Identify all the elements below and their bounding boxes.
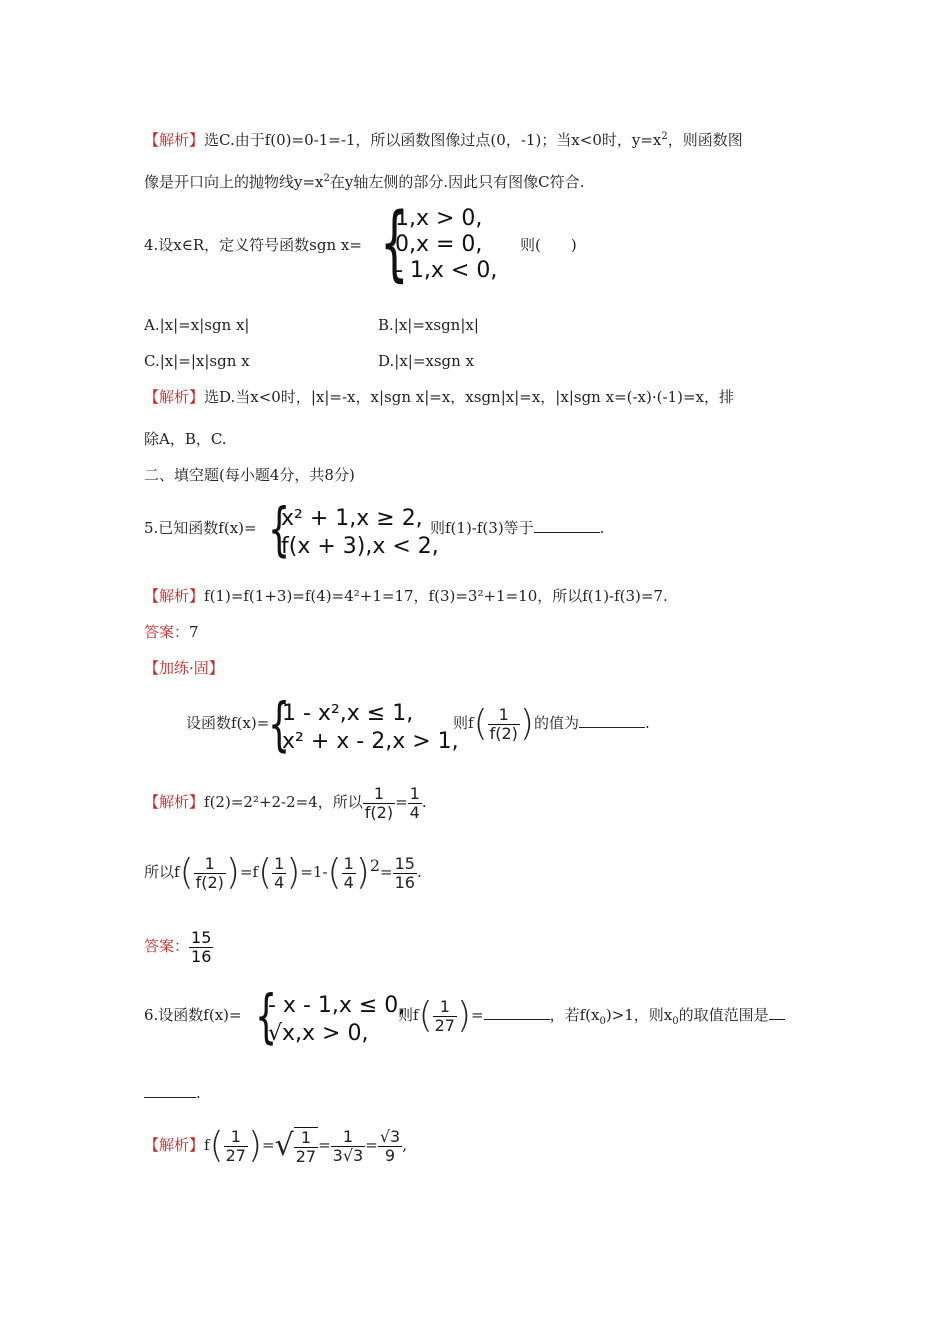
- q6-stem: 6.设函数f(x)=: [144, 1006, 242, 1024]
- q5-stem: 5.已知函数f(x)=: [144, 519, 257, 537]
- option-d: D.|x|=xsgn x: [378, 352, 475, 370]
- solution-tag: 【解析】: [144, 587, 205, 605]
- section-heading: 二、填空题(每小题4分，共8分): [144, 466, 355, 484]
- extra-solution-line-1: 【解析】f(2)=2²+2-2=4，所以 $\frac{1}{f(2)}$ = $\frac{1}{4}$ .: [144, 783, 427, 822]
- extra-solution-line-2: 所以f( $\frac{1}{f(2)}$ )=f( $\frac{1}{4}$ )=1-( $\frac{1}{4}$ )$^2$= $\frac{15}{16}$ .: [144, 852, 422, 893]
- q5-solution: 【解析】f(1)=f(1+3)=f(4)=4²+1=17，f(3)=3²+1=10，所以f(1)-f(3)=7.: [144, 587, 668, 605]
- extra-brace: {: [268, 690, 291, 758]
- q5-brace: {: [268, 495, 291, 563]
- fraction: $\frac{1}{f(2)}$: [489, 704, 518, 743]
- option-b: B.|x|=xsgn|x|: [378, 316, 479, 334]
- q6-tail-line-2: .: [144, 1082, 201, 1104]
- sqrt-sign: √: [274, 1128, 294, 1163]
- solution-tag: 【解析】: [144, 1136, 205, 1154]
- answer-blank-2b[interactable]: [144, 1083, 196, 1098]
- q6-tail: 则f( $\frac{1}{27}$ )= ，若$f(x_0)>1$，则$x_0$的取值范围是: [398, 992, 785, 1045]
- q4-brace: {: [380, 196, 409, 291]
- q3-solution-line-1: 【解析】选C.由于f(0)=0-1=-1，所以函数图像过点(0，-1)；当x<0时，$y=x^2$，则函数图: [144, 131, 743, 149]
- q6-cases: - x - 1,x ≤ 0, √x,x > 0,: [268, 993, 406, 1046]
- solution-tag: 【解析】: [144, 793, 205, 811]
- extra-answer: 答案： $\frac{15}{16}$: [144, 927, 212, 966]
- q4-solution-line-2: 除A，B，C.: [144, 430, 227, 448]
- q4-cases: 1,x > 0, 0,x = 0, - 1,x < 0,: [395, 206, 498, 283]
- q5-answer: 答案：7: [144, 623, 199, 641]
- q6-brace: {: [255, 982, 278, 1050]
- q3-solution-line-2: 像是开口向上的抛物线$y=x^2$在y轴左侧的部分.因此只有图像C符合.: [144, 173, 585, 191]
- solution-tag: 【解析】: [144, 131, 205, 149]
- extra-tail: 则f( $\frac{1}{f(2)}$ )的值为 .: [453, 703, 650, 744]
- option-c: C.|x|=|x|sgn x: [144, 352, 250, 370]
- extra-stem: 设函数f(x)=: [186, 714, 270, 732]
- q6-solution: 【解析】f( $\frac{1}{27}$ )=√ $\frac{1}{27}$ = $\frac{1}{3√3}$ = $\frac{√3}{9}$ ,: [144, 1125, 407, 1166]
- q5-tail: 则f(1)-f(3)等于 .: [430, 519, 605, 537]
- answer-blank[interactable]: [534, 518, 600, 533]
- q4-tail: 则( ): [520, 236, 577, 254]
- answer-blank-1[interactable]: [484, 1005, 550, 1020]
- q4-stem: 4.设x∈R，定义符号函数sgn x=: [144, 236, 362, 254]
- extra-practice-tag: 【加练·固】: [144, 659, 224, 677]
- answer-blank[interactable]: [579, 713, 645, 728]
- extra-cases: 1 - x²,x ≤ 1, x² + x - 2,x > 1,: [282, 701, 459, 754]
- q5-cases: x² + 1,x ≥ 2, f(x + 3),x < 2,: [281, 506, 439, 559]
- option-a: A.|x|=x|sgn x|: [144, 316, 250, 334]
- answer-blank-2a[interactable]: [769, 1005, 785, 1020]
- solution-tag: 【解析】: [144, 388, 205, 406]
- q4-solution-line-1: 【解析】选D.当x<0时，|x|=-x，x|sgn x|=x，xsgn|x|=x，|x|sgn x=(-x)·(-1)=x，排: [144, 388, 734, 406]
